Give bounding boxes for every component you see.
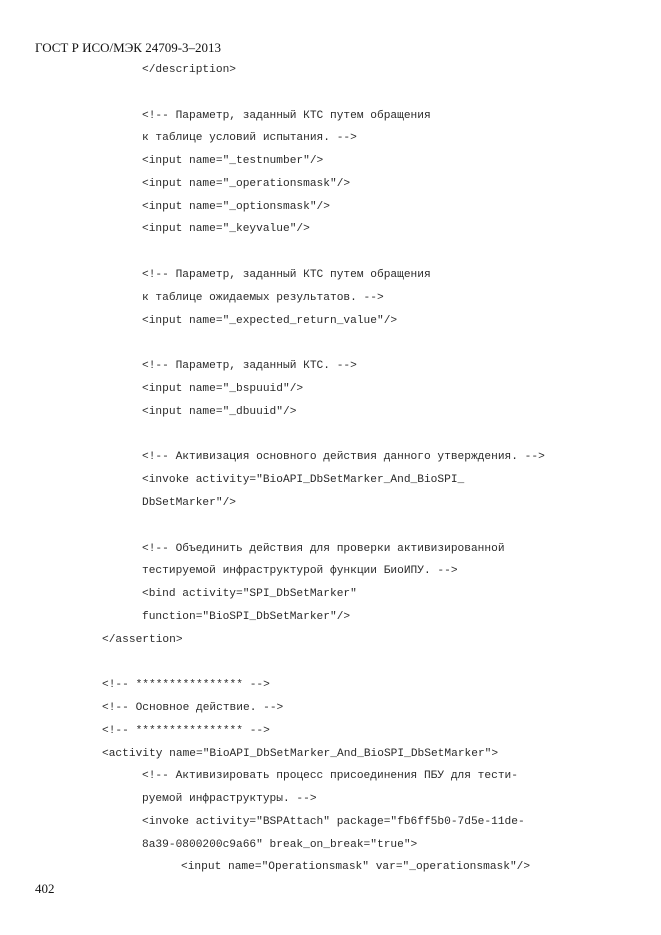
code-line: <input name="Operationsmask" var="_operationsmask"/> [181, 861, 531, 873]
code-line: к таблице ожидаемых результатов. --> [142, 292, 384, 304]
code-line: <input name="_optionsmask"/> [142, 201, 330, 213]
code-line: <!-- Активизировать процесс присоединения ПБУ для тести- [142, 770, 518, 782]
code-line: </description> [142, 64, 236, 76]
code-line: <activity name="BioAPI_DbSetMarker_And_BioSPI_DbSetMarker"> [102, 748, 499, 760]
code-line: <invoke activity="BSPAttach" package="fb6ff5b0-7d5e-11de- [142, 816, 525, 828]
code-line: <!-- Параметр, заданный КТС путем обращения [142, 110, 431, 122]
code-line: <!-- Объединить действия для проверки активизированной [142, 543, 505, 555]
code-line: <!-- **************** --> [102, 679, 270, 691]
code-line: <input name="_bspuuid"/> [142, 383, 304, 395]
code-line: <input name="_dbuuid"/> [142, 406, 297, 418]
code-line: DbSetMarker"/> [142, 497, 236, 509]
code-line: тестируемой инфраструктурой функции БиоИПУ. --> [142, 565, 458, 577]
code-line: <!-- Основное действие. --> [102, 702, 284, 714]
code-line: <input name="_operationsmask"/> [142, 178, 351, 190]
code-line: <bind activity="SPI_DbSetMarker" [142, 588, 357, 600]
code-line: <!-- Параметр, заданный КТС путем обращения [142, 269, 431, 281]
code-line: руемой инфраструктуры. --> [142, 793, 317, 805]
code-line: <input name="_keyvalue"/> [142, 223, 310, 235]
document-header: ГОСТ Р ИСО/МЭК 24709-3–2013 [35, 40, 222, 55]
code-line: к таблице условий испытания. --> [142, 132, 357, 144]
code-line: </assertion> [102, 634, 183, 646]
code-line: <!-- **************** --> [102, 725, 270, 737]
code-line: function="BioSPI_DbSetMarker"/> [142, 611, 351, 623]
code-line: 8a39-0800200c9a66" break_on_break="true"> [142, 839, 418, 851]
page-number: 402 [35, 881, 55, 896]
code-line: <!-- Активизация основного действия данного утверждения. --> [142, 451, 545, 463]
code-line: <invoke activity="BioAPI_DbSetMarker_And_BioSPI_ [142, 474, 465, 486]
code-line: <!-- Параметр, заданный КТС. --> [142, 360, 357, 372]
code-line: <input name="_testnumber"/> [142, 155, 324, 167]
code-line: <input name="_expected_return_value"/> [142, 315, 398, 327]
